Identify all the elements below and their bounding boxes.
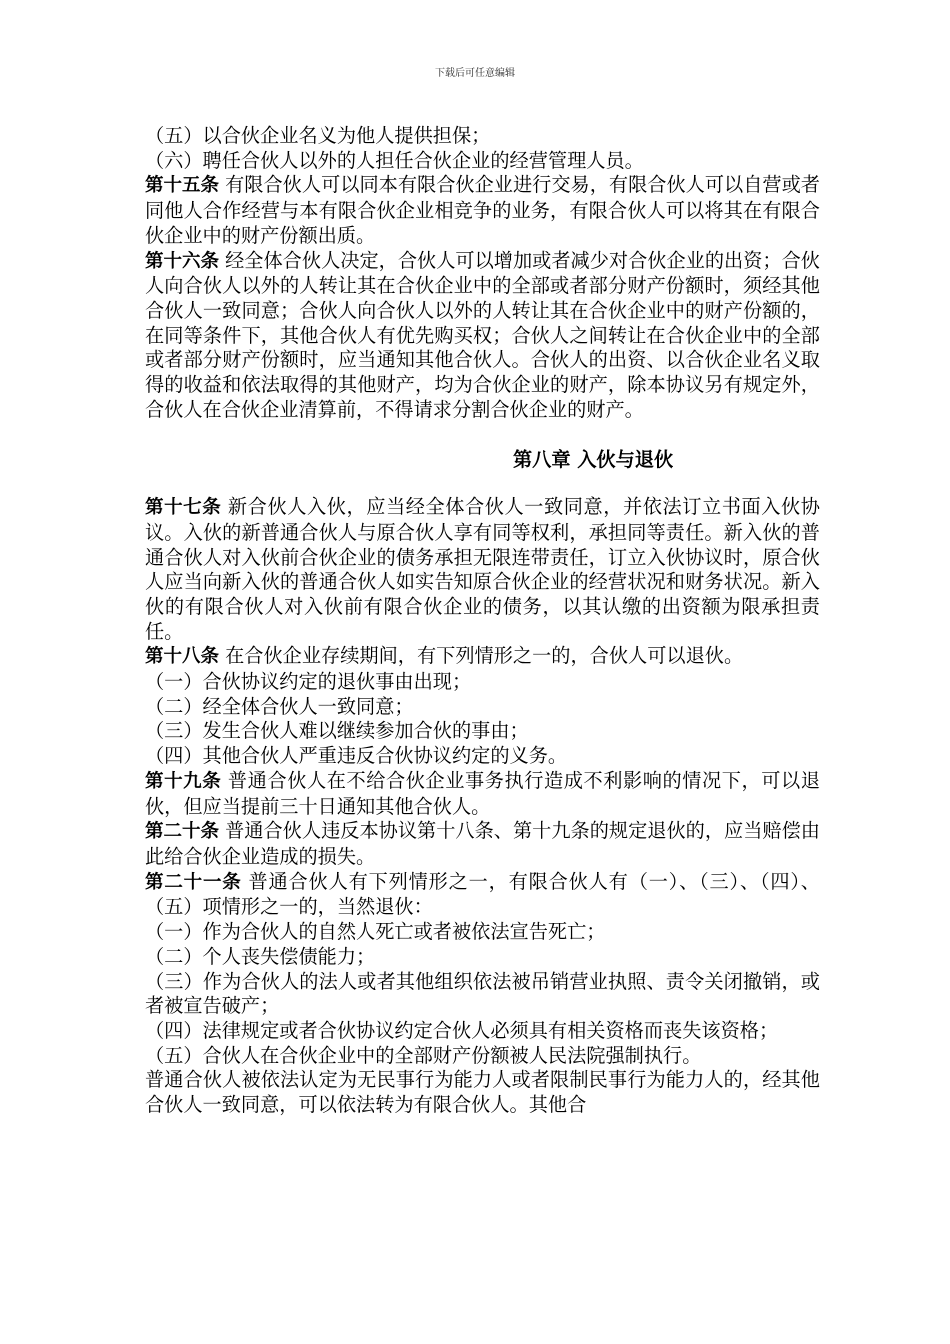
article-text: 有限合伙人可以同本有限合伙企业进行交易，有限合伙人可以自营或者同他人合作经营与本有限合伙企业相竞争的业务，有限合伙人可以将其在有限合伙企业中的财产份额出质。 xyxy=(145,173,820,247)
article-text: 普通合伙人在不给合伙企业事务执行造成不利影响的情况下，可以退伙，但应当提前三十日通知其他合伙人。 xyxy=(145,768,820,818)
article-text: 经全体合伙人决定，合伙人可以增加或者减少对合伙企业的出资；合伙人向合伙人以外的人转让其在合伙企业中的全部或者部分财产份额时，须经其他合伙人一致同意；合伙人向合伙人以外的人转让其在合伙企业中的财产份额的，在同等条件下，其他合伙人有优先购买权；合伙人之间转让在合伙企业中的全部或者部分财产份额时，应当通知其他合伙人。合伙人的出资、以合伙企业名义取得的收益和依法取得的其他财产，均为合伙企业的财产，除本协议另有规定外，合伙人在合伙企业清算前，不得请求分割合伙企业的财产。 xyxy=(145,248,820,421)
list-item: （六）聘任合伙人以外的人担任合伙企业的经营管理人员。 xyxy=(145,148,644,172)
article-text: 新合伙人入伙，应当经全体合伙人一致同意，并依法订立书面入伙协议。入伙的新普通合伙人与原合伙人享有同等权利，承担同等责任。新入伙的普通合伙人对入伙前合伙企业的债务承担无限连带责任，订立入伙协议时，原合伙人应当向新入伙的普通合伙人如实告知原合伙企业的经营状况和财务状况。新入伙的有限合伙人对入伙前有限合伙企业的债务，以其认缴的出资额为限承担责任。 xyxy=(145,495,820,643)
body-paragraph: 普通合伙人被依法认定为无民事行为能力人或者限制民事行为能力人的，经其他合伙人一致同意，可以依法转为有限合伙人。其他合 xyxy=(145,1068,820,1117)
list-item: （四）法律规定或者合伙协议约定合伙人必须具有相关资格而丧失该资格； xyxy=(145,1018,779,1042)
list-item: （五）以合伙企业名义为他人提供担保； xyxy=(145,124,491,147)
article-paragraph xyxy=(145,769,820,819)
list-item: （四）其他合伙人严重违反合伙协议约定的义务。 xyxy=(145,744,568,768)
article-paragraph xyxy=(145,173,820,248)
article-number: 第二十一条 xyxy=(145,871,242,893)
document-body xyxy=(145,124,820,1118)
article-number: 第十九条 xyxy=(145,770,222,792)
list-item: （三）作为合伙人的法人或者其他组织依法被吊销营业执照、责令关闭撤销，或者被宣告破产； xyxy=(145,969,820,1018)
list-item: （三）发生合伙人难以继续参加合伙的事由； xyxy=(145,719,529,743)
article-text: 普通合伙人有下列情形之一，有限合伙人有（一）、（三）、（四）、（五）项情形之一的，当然退伙： xyxy=(145,869,820,919)
page-header: 下载后可任意编辑 xyxy=(435,68,515,79)
list-item: （二）个人丧失偿债能力； xyxy=(145,944,376,968)
article-paragraph xyxy=(145,249,820,423)
article-number: 第十八条 xyxy=(145,646,220,668)
article-number: 第十六条 xyxy=(145,250,220,272)
list-item: （五）合伙人在合伙企业中的全部财产份额被人民法院强制执行。 xyxy=(145,1043,702,1067)
article-text: 普通合伙人违反本协议第十八条、第十九条的规定退伙的，应当赔偿由此给合伙企业造成的损失。 xyxy=(145,819,820,868)
article-number: 第十五条 xyxy=(145,175,220,197)
list-item: （一）合伙协议约定的退伙事由出现； xyxy=(145,670,472,694)
list-item: （二）经全体合伙人一致同意； xyxy=(145,694,414,718)
article-paragraph xyxy=(145,819,820,869)
article-number: 第十七条 xyxy=(145,497,222,519)
article-number: 第二十条 xyxy=(145,821,220,843)
article-paragraph xyxy=(145,644,820,670)
article-paragraph xyxy=(145,495,820,644)
list-item: （一）作为合伙人的自然人死亡或者被依法宣告死亡； xyxy=(145,920,606,944)
article-text: 在合伙企业存续期间，有下列情形之一的，合伙人可以退伙。 xyxy=(219,644,744,668)
article-paragraph xyxy=(145,870,820,920)
chapter-heading: 第八章 入伙与退伙 xyxy=(513,448,674,472)
